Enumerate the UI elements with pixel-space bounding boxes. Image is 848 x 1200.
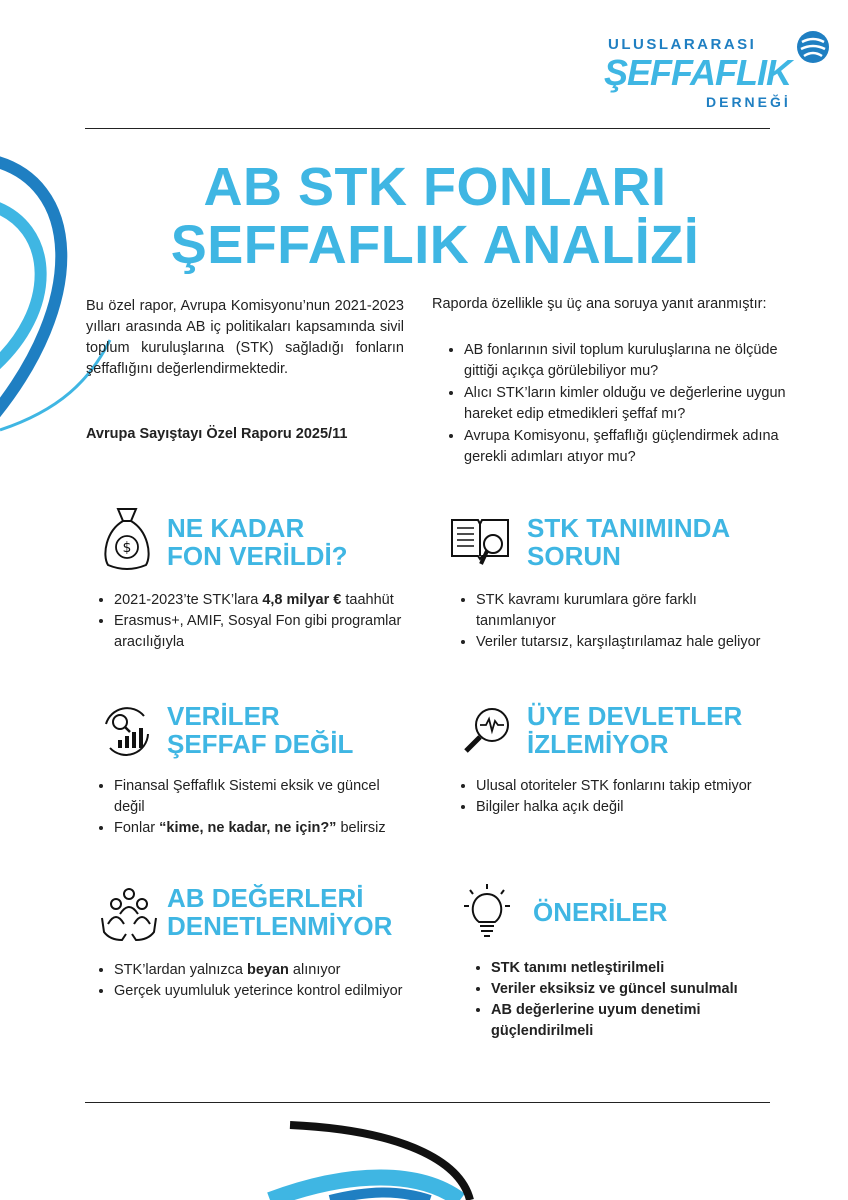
lightbulb-icon (462, 882, 512, 940)
list-item: • Gerçek uyumluluk yeterince kontrol edilmiyor (114, 981, 414, 1002)
list-item: • Erasmus+, AMIF, Sosyal Fon gibi programlar aracılığıyla (114, 611, 414, 653)
magnifier-pulse-icon (460, 703, 516, 755)
arc-bottom-blue (330, 1193, 430, 1200)
section5-title-line1: AB DEĞERLERİ (167, 883, 364, 913)
section2-title-line1: STK TANIMINDA (527, 513, 731, 543)
list-item: • Veriler tutarsız, karşılaştırılamaz hale geliyor (476, 632, 776, 653)
report-source: Avrupa Sayıştayı Özel Raporu 2025/11 (86, 426, 348, 442)
section1-title-line2: FON VERİLDİ? (167, 541, 348, 571)
list-item: • STK’lardan yalnızca beyan alınıyor (114, 960, 414, 981)
data-analysis-icon (98, 704, 154, 758)
section3-title-line1: VERİLER (167, 701, 280, 731)
section4-title (527, 702, 742, 758)
section2-title-line2: SORUN (527, 541, 621, 571)
list-item: • Ulusal otoriteler STK fonlarını takip etmiyor (476, 776, 776, 797)
section1-list (90, 590, 414, 653)
page-title: AB STK FONLARI ŞEFFAFLIK ANALİZİ (170, 157, 700, 275)
list-item: • 2021-2023’te STK’lara 4,8 milyar € taahhüt (114, 590, 414, 611)
logo-line1: ULUSLARARASI (608, 36, 757, 53)
section4-title-line2: İZLEMİYOR (527, 729, 669, 759)
svg-text:$: $ (122, 540, 132, 556)
section5-list (90, 960, 414, 1002)
list-item: • AB değerlerine uyum denetimi güçlendirilmeli (491, 1000, 781, 1042)
intro-text: Bu özel rapor, Avrupa Komisyonu’nun 2021-2023 yılları arasında AB iç politikaları kapsamında sivil toplum kuruluşlarına (STK) sağladığı fonların şeffaflığını değerlendirmektedir. (86, 298, 404, 377)
top-divider (85, 128, 770, 129)
list-item: • Fonlar “kime, ne kadar, ne için?” belirsiz (114, 818, 414, 839)
section3-title (167, 702, 353, 758)
question-item: • Alıcı STK’ların kimler olduğu ve değerlerine uygun hareket edip etmedikleri şeffaf mı? (464, 383, 794, 425)
section5-title-line2: DENETLENMİYOR (167, 911, 393, 941)
list-item: • STK tanımı netleştirilmeli (491, 958, 781, 979)
section1-title (167, 514, 348, 570)
question-item: • AB fonlarının sivil toplum kuruluşlarına ne ölçüde gittiği açıkça görülebiliyor mu? (464, 340, 794, 382)
list-item: • Veriler eksiksiz ve güncel sunulmalı (491, 979, 781, 1000)
list-item: • Bilgiler halka açık değil (476, 797, 776, 818)
section4-list (452, 776, 776, 818)
book-magnifier-icon (448, 512, 512, 572)
section4-title-line1: ÜYE DEVLETLER (527, 701, 743, 731)
section6-title: ÖNERİLER (533, 897, 668, 927)
section6-list (467, 958, 781, 1042)
money-bag-icon (100, 505, 154, 573)
arc-left-dark (0, 160, 61, 420)
logo-line2: ŞEFFAFLIK (604, 52, 791, 93)
question-item: • Avrupa Komisyonu, şeffaflığı güçlendirmek adına gerekli adımları atıyor mu? (464, 426, 794, 468)
logo-line3: DERNEĞİ (706, 94, 791, 110)
section3-list (90, 776, 414, 839)
section2-list (452, 590, 776, 653)
section2-title (527, 514, 730, 570)
section3-title-line2: ŞEFFAF DEĞİL (167, 729, 354, 759)
list-item: • Finansal Şeffaflık Sistemi eksik ve güncel değil (114, 776, 414, 818)
section1-title-line1: NE KADAR (167, 513, 305, 543)
globe-logo-icon (796, 30, 830, 64)
list-item: • STK kavramı kurumlara göre farklı tanımlanıyor (476, 590, 776, 632)
questions-list (440, 340, 794, 469)
bottom-divider (85, 1102, 770, 1103)
section5-title (167, 884, 392, 940)
people-hands-icon (100, 884, 158, 944)
questions-title: Raporda özellikle şu üç ana soruya yanıt aranmıştır: (432, 296, 767, 312)
